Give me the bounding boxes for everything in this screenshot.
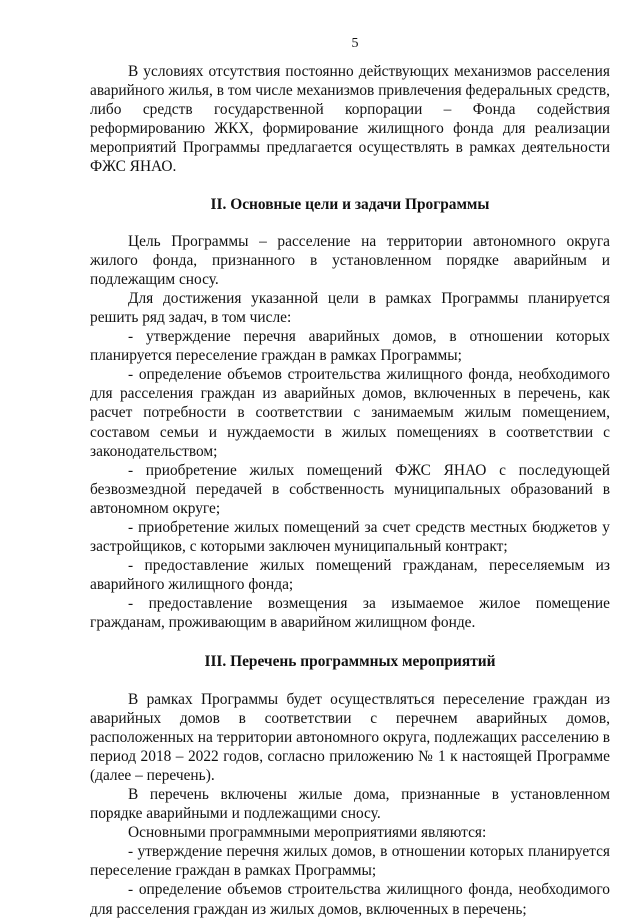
task-item: - утверждение перечня аварийных домов, в отношении которых планируется переселение граждан в рамках Программы; xyxy=(90,328,610,365)
intro-paragraph: В условиях отсутствия постоянно действующих механизмов расселения аварийного жилья, в том числе механизмов привлечения федеральных средств, либо средств государственной корпорации – Фонда содействия реформированию ЖКХ, формирование жилищного фонда для реализации мероприятий Программы предлагается осуществлять в рамках деятельности ФЖС ЯНАО. xyxy=(90,63,610,176)
section-2-goal: Цель Программы – расселение на территории автономного округа жилого фонда, признанного в установленном порядке аварийным и подлежащим сносу. xyxy=(90,232,610,288)
section-2-tasks-intro: Для достижения указанной цели в рамках Программы планируется решить ряд задач, в том числе: xyxy=(90,289,610,326)
section-3-heading: III. Перечень программных мероприятий xyxy=(204,652,496,670)
section-3-paragraph-2: В перечень включены жилые дома, признанные в установленном порядке аварийными и подлежащими сносу. xyxy=(90,786,610,823)
activity-item: - утверждение перечня жилых домов, в отношении которых планируется переселение граждан в рамках Программы; xyxy=(90,843,610,880)
task-item: - приобретение жилых помещений ФЖС ЯНАО с последующей безвозмездной передачей в собственность муниципальных образований в автономном округе; xyxy=(90,461,610,517)
section-3-activities-intro: Основными программными мероприятиями являются: xyxy=(128,824,487,842)
activity-item: - определение объемов строительства жилищного фонда, необходимого для расселения граждан из жилых домов, включенных в перечень; xyxy=(90,881,610,918)
task-item: - определение объемов строительства жилищного фонда, необходимого для расселения граждан из аварийных домов, включенных в перечень, как расчет потребности в соответствии с занимаемым жилым помещением, составом семьи и нуждаемости в жилых помещениях в соответствии с законодательством; xyxy=(90,366,610,460)
task-item: - предоставление возмещения за изымаемое жилое помещение гражданам, проживающим в аварийном жилищном фонде. xyxy=(90,595,610,632)
task-item: - приобретение жилых помещений за счет средств местных бюджетов у застройщиков, с которыми заключен муниципальный контракт; xyxy=(90,518,610,556)
task-item: - предоставление жилых помещений гражданам, переселяемым из аварийного жилищного фонда; xyxy=(90,557,610,594)
page-content xyxy=(90,62,610,919)
section-2-heading: II. Основные цели и задачи Программы xyxy=(210,195,490,213)
section-3-paragraph-1: В рамках Программы будет осуществляться переселение граждан из аварийных домов в соответствии с перечнем аварийных домов, расположенных на территории автономного округа, подлежащих расселению в период 2018 – 2022 годов, согласно приложению № 1 к настоящей Программе (далее – перечень). xyxy=(90,690,610,784)
page-number: 5 xyxy=(351,36,359,51)
